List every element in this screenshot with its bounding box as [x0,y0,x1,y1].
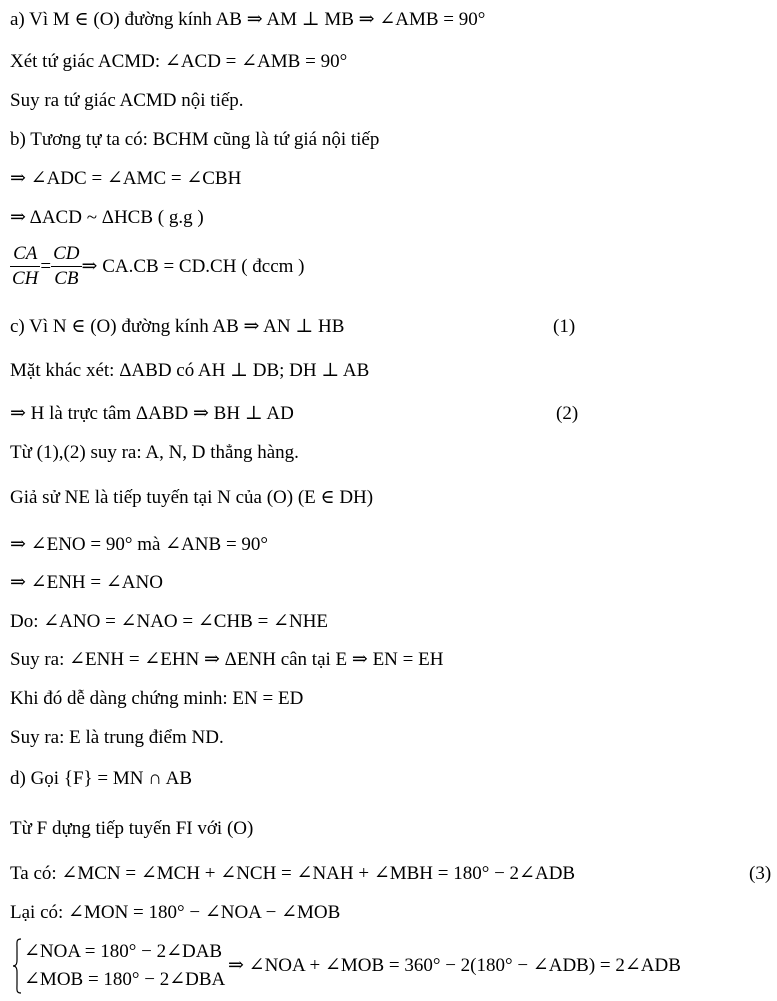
text-line: d) Gọi {F} = MN ∩ AB [10,768,193,789]
text-line: ⇒ ∠ENH = ∠ANO [10,572,163,593]
equals-sign: = [40,255,52,277]
text-line: Do: ∠ANO = ∠NAO = ∠CHB = ∠NHE [10,611,329,632]
system-row-2: ∠MOB = 180° − 2∠DBA [24,969,226,990]
fraction-denominator: CB [51,266,81,291]
text-line: Suy ra: ∠ENH = ∠EHN ⇒ ΔENH cân tại E ⇒ EN = EH [10,649,444,670]
equation-number: (2) [556,403,579,424]
text-line: Ta có: ∠MCN = ∠MCH + ∠NCH = ∠NAH + ∠MBH = 180° − 2∠ADB [10,863,576,884]
text-line: ⇒ ΔACD ~ ΔHCB ( g.g ) [10,207,204,228]
text-line: Từ (1),(2) suy ra: A, N, D thẳng hàng. [10,442,299,463]
system-rows [24,938,225,994]
text-line: c) Vì N ∈ (O) đường kính AB ⇒ AN ⊥ HB [10,316,345,337]
text-line: Từ F dựng tiếp tuyến FI với (O) [10,818,254,839]
text-line: Suy ra tứ giác ACMD nội tiếp. [10,90,244,111]
text-line: Suy ra: E là trung điểm ND. [10,727,224,748]
fraction-ca-ch [10,242,40,291]
text-line: Lại có: ∠MON = 180° − ∠NOA − ∠MOB [10,902,341,923]
fraction-cd-cb [51,242,81,291]
text-line: ⇒ ∠ENO = 90° mà ∠ANB = 90° [10,534,269,555]
ratio-conclusion: ⇒ CA.CB = CD.CH ( đccm ) [81,256,305,277]
system-conclusion: ⇒ ∠NOA + ∠MOB = 360° − 2(180° − ∠ADB) = 2∠ADB [228,955,681,976]
equation-number: (1) [553,316,576,337]
text-line: Mặt khác xét: ΔABD có AH ⊥ DB; DH ⊥ AB [10,360,370,381]
ratio-equation [10,242,305,298]
system-row-1: ∠NOA = 180° − 2∠DAB [24,941,223,962]
text-line: b) Tương tự ta có: BCHM cũng là tứ giá nội tiếp [10,129,380,150]
text-line: Xét tứ giác ACMD: ∠ACD = ∠AMB = 90° [10,51,348,72]
text-line: Giả sử NE là tiếp tuyến tại N của (O) (E ∈ DH) [10,487,374,508]
fraction-numerator: CD [53,243,80,264]
text-line: Khi đó dễ dàng chứng minh: EN = ED [10,688,304,709]
text-line: a) Vì M ∈ (O) đường kính AB ⇒ AM ⊥ MB ⇒ ∠AMB = 90° [10,9,486,30]
fraction-numerator: CA [13,243,38,264]
equation-number: (3) [749,863,772,884]
left-brace-icon [12,938,22,994]
text-line: ⇒ H là trực tâm ΔABD ⇒ BH ⊥ AD [10,403,294,424]
text-line: ⇒ ∠ADC = ∠AMC = ∠CBH [10,168,242,189]
fraction-denominator: CH [12,268,39,289]
